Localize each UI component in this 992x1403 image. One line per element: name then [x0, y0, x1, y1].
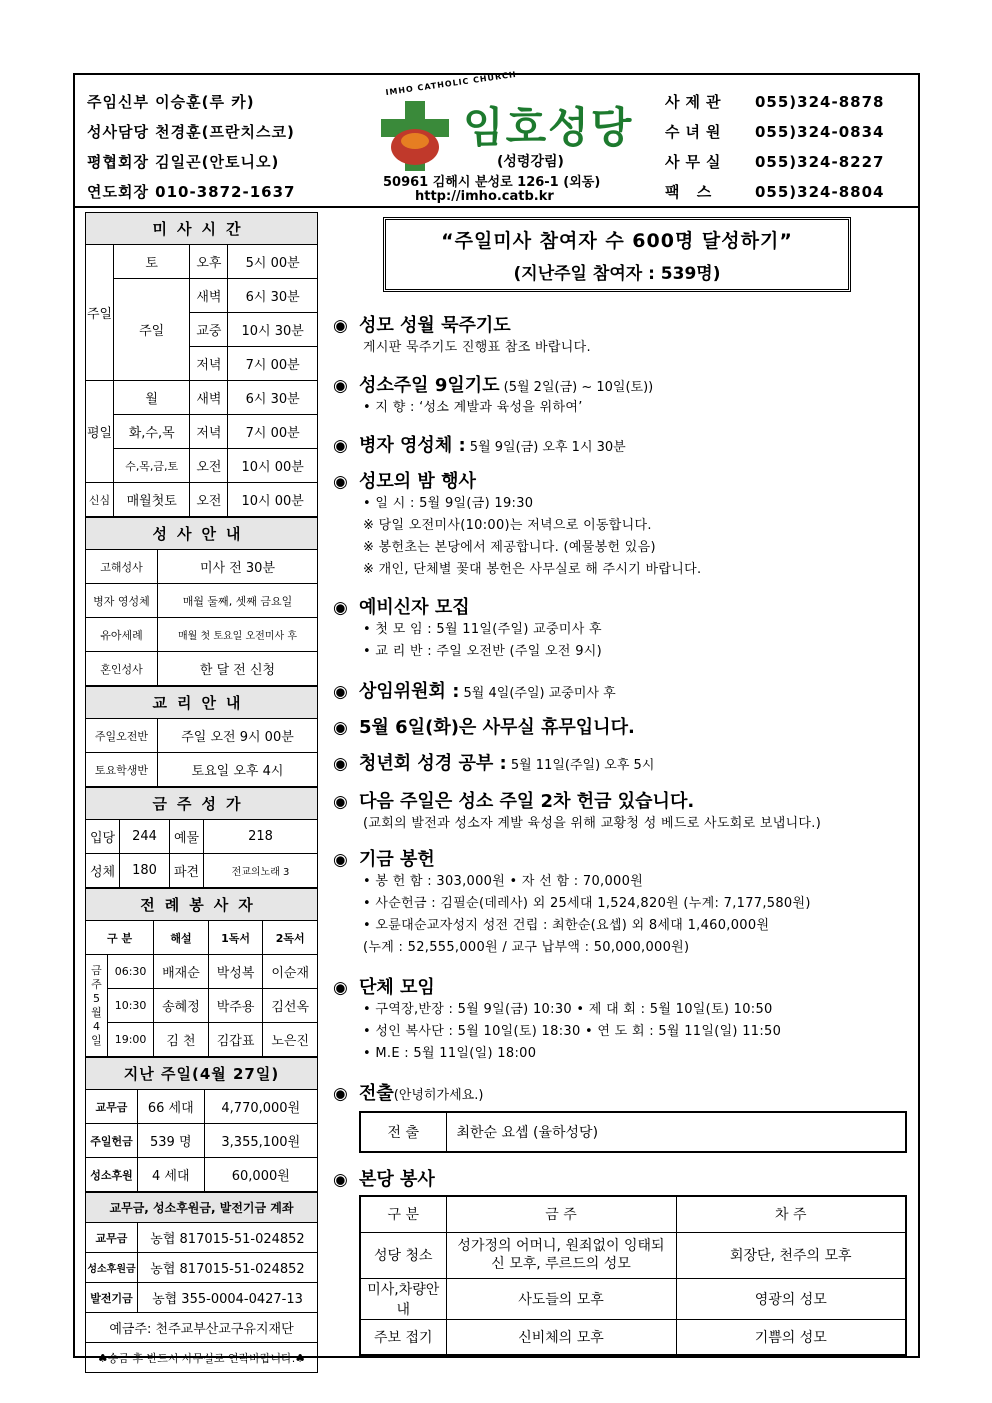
notice-title: 성모 성월 묵주기도 [359, 315, 511, 336]
notice-subtitle: 5월 4일(주일) 교중미사 후 [459, 686, 616, 701]
notice-item [333, 1165, 435, 1191]
cell: 성당 청소 [360, 1232, 446, 1278]
bullet-icon: ◉ [333, 436, 348, 456]
cell: 농협 817015-51-024852 [138, 1253, 318, 1283]
notice-item [333, 1079, 483, 1105]
cell: 화,수,목 [114, 415, 190, 449]
cell: 박성복 [208, 955, 263, 989]
cell: 미사 전 30분 [158, 550, 318, 584]
date-part: 일 [91, 1033, 102, 1047]
bullet-icon: ◉ [333, 316, 348, 336]
cell: 김갑표 [208, 1023, 263, 1057]
cell: 배재순 [154, 955, 209, 989]
section-title: 지난 주일(4월 27일) [86, 1058, 318, 1090]
bullet-icon: ◉ [333, 682, 348, 702]
notice-title: 성소주일 9일기도 [359, 375, 500, 396]
section-title: 교리안내 [86, 687, 318, 719]
cell: 구 분 [360, 1196, 446, 1232]
notice-item [333, 677, 616, 703]
section-title: 금주성가 [86, 788, 318, 820]
confessor-line: 성사담당 천경훈(프란치스코) [87, 123, 295, 141]
cell: 새벽 [190, 279, 228, 313]
header-contacts [665, 87, 884, 207]
cell: 혼인성사 [86, 652, 158, 686]
bullet-icon: ◉ [333, 598, 348, 618]
notice-item [333, 845, 811, 959]
row-group-label: 평일 [86, 381, 114, 483]
cell: 1독서 [208, 921, 263, 955]
contact-row [665, 117, 884, 147]
cell: 6시 30분 [228, 279, 318, 313]
contact-row [665, 87, 884, 117]
notice-line: • 교 리 반 : 주일 오전반 (주일 오전 9시) [363, 644, 603, 659]
cell: 06:30 [108, 955, 154, 989]
notice-title: 병자 영성체 : [359, 435, 466, 456]
cell: 오전 [190, 483, 228, 517]
cell: 미사,차량안내 [360, 1278, 446, 1319]
notice-line: • 봉 헌 함 : 303,000원 • 자 선 함 : 70,000원 [363, 874, 644, 889]
cell: 신비체의 모후 [446, 1319, 676, 1355]
notice-title: 기금 봉헌 [359, 849, 435, 870]
cell: 농협 355-0004-0427-13 [138, 1283, 318, 1313]
notice-item [333, 973, 781, 1065]
cell: 사도들의 모후 [446, 1278, 676, 1319]
cell: 영광의 성모 [676, 1278, 906, 1319]
cross-icon [377, 97, 453, 177]
notice-item [333, 311, 591, 359]
cell: 송혜정 [154, 989, 209, 1023]
notice-line: ※ 당일 오전미사(10:00)는 저녁으로 이동합니다. [363, 518, 652, 533]
notice-title: 5월 6일(화)은 사무실 휴무입니다. [359, 717, 635, 738]
notice-line: ※ 봉헌초는 본당에서 제공합니다. (예물봉헌 있음) [363, 540, 656, 555]
notice-item [333, 713, 635, 739]
cell: 김선옥 [263, 989, 318, 1023]
accounts-table [85, 1192, 318, 1373]
church-url[interactable]: http://imho.catb.kr [415, 189, 554, 204]
cell: 새벽 [190, 381, 228, 415]
cell: 60,000원 [204, 1158, 317, 1192]
contact-row [665, 147, 884, 177]
cell: 6시 30분 [228, 381, 318, 415]
banner-title: “주일미사 참여자 수 600명 달성하기” [441, 230, 793, 252]
last-sunday-table [85, 1057, 318, 1192]
section-title: 미사시간 [86, 213, 318, 245]
cell: 기쁨의 성모 [676, 1319, 906, 1355]
cell: 최한순 요셉 (율하성당) [456, 1125, 599, 1141]
cell: 교무금 [86, 1090, 138, 1124]
cell: 예물 [170, 820, 204, 854]
cell: 이순재 [263, 955, 318, 989]
notice-line: (누계 : 52,555,000원 / 교구 납부액 : 50,000,000원) [363, 940, 690, 955]
prayer-line: 연도회장 010-3872-1637 [87, 183, 296, 201]
cell: 10시 00분 [228, 449, 318, 483]
banner-subtitle: (지난주일 참여자 : 539명) [513, 264, 721, 284]
bullet-icon: ◉ [333, 472, 348, 492]
church-subtitle: (성령강림) [497, 154, 564, 170]
account-holder: 예금주: 천주교부산교구유지재단 [86, 1313, 318, 1343]
cell: 구 분 [86, 921, 154, 955]
date-part: 금주 [91, 963, 102, 991]
notice-title: 본당 봉사 [359, 1169, 435, 1190]
notice-line: • 오륜대순교자성지 성전 건립 : 최한순(요셉) 외 8세대 1,460,000원 [363, 918, 770, 933]
church-address: 50961 김해시 분성로 126-1 (외동) [383, 175, 601, 190]
catechism-table [85, 686, 318, 787]
section-title: 전례봉사자 [86, 889, 318, 921]
notice-line: • 사순헌금 : 김필순(데레사) 외 25세대 1,524,820원 (누계: 7,177,580원) [363, 896, 811, 911]
notice-title: 전출 [359, 1083, 394, 1104]
left-column [85, 212, 318, 1373]
cell: 김 천 [154, 1023, 209, 1057]
cell: 발전기금 [86, 1283, 138, 1313]
cell: 전교의노래 3 [204, 854, 318, 888]
cell: 7시 00분 [228, 347, 318, 381]
notice-line: 게시판 묵주기도 진행표 참조 바랍니다. [363, 340, 591, 355]
cell: 토 [114, 245, 190, 279]
cell: 입당 [86, 820, 120, 854]
bullet-icon: ◉ [333, 754, 348, 774]
goal-banner [383, 217, 851, 292]
cell: 5시 00분 [228, 245, 318, 279]
notice-item [333, 431, 626, 457]
bullet-icon: ◉ [333, 792, 348, 812]
bulletin-frame [73, 69, 920, 1365]
cell: 주보 접기 [360, 1319, 446, 1355]
cell: 오전 [190, 449, 228, 483]
contact-number: 055)324-8878 [755, 93, 885, 111]
row-group-label: 주일 [86, 245, 114, 381]
cell: 노은진 [263, 1023, 318, 1057]
cell: 539 명 [138, 1124, 205, 1158]
cell: 교무금 [86, 1223, 138, 1253]
pastor-line: 주임신부 이승훈(루 카) [87, 93, 255, 111]
notice-title: 청년회 성경 공부 : [359, 753, 507, 774]
cell: 매월첫토 [114, 483, 190, 517]
notice-title: 성모의 밤 행사 [359, 471, 476, 492]
notice-subtitle: (안녕히가세요.) [393, 1088, 484, 1103]
bullet-icon: ◉ [333, 850, 348, 870]
cell: 주일헌금 [86, 1124, 138, 1158]
notice-line: • 구역장,반장 : 5월 9일(금) 10:30 • 제 대 회 : 5월 10일(토) 10:50 [363, 1002, 773, 1017]
notice-title: 상임위원회 : [359, 681, 460, 702]
cell: 10시 00분 [228, 483, 318, 517]
mass-schedule-table [85, 212, 318, 517]
cell: 차 주 [676, 1196, 906, 1232]
cell: 오후 [190, 245, 228, 279]
notice-title: 단체 모임 [359, 977, 435, 998]
contact-number: 055)324-0834 [755, 123, 885, 141]
contact-label: 사제관 [665, 93, 727, 111]
notice-line: ※ 개인, 단체별 꽃대 봉헌은 사무실로 해 주시기 바랍니다. [363, 562, 702, 577]
cell: 박주용 [208, 989, 263, 1023]
contact-label: 수녀원 [665, 123, 727, 141]
cell: 한 달 전 신청 [158, 652, 318, 686]
notice-line: • M.E : 5월 11일(일) 18:00 [363, 1046, 537, 1061]
notice-item [333, 593, 602, 663]
cell: 10시 30분 [228, 313, 318, 347]
servers-date [86, 955, 108, 1057]
cell: 성소후원금 [86, 1253, 138, 1283]
cell: 성가정의 어머니, 원죄없이 잉태되신 모후, 루르드의 성모 [446, 1232, 676, 1278]
cell: 유아세례 [86, 618, 158, 652]
section-title: 교무금, 성소후원금, 발전기금 계좌 [86, 1193, 318, 1223]
cell: 고해성사 [86, 550, 158, 584]
cell: 저녁 [190, 415, 228, 449]
notice-line: • 성인 복사단 : 5월 10일(토) 18:30 • 연 도 회 : 5월 11일(일) 11:50 [363, 1024, 782, 1039]
cell: 해설 [154, 921, 209, 955]
cell: 218 [204, 820, 318, 854]
bullet-icon: ◉ [333, 1084, 348, 1104]
council-line: 평협회장 김일곤(안토니오) [87, 153, 280, 171]
bullet-icon: ◉ [333, 376, 348, 396]
cell: 4,770,000원 [204, 1090, 317, 1124]
contact-row [665, 177, 884, 207]
hymns-table [85, 787, 318, 888]
notice-title: 다음 주일은 성소 주일 2차 헌금 있습니다. [359, 791, 695, 812]
cell: 회장단, 천주의 모후 [676, 1232, 906, 1278]
cell: 244 [120, 820, 170, 854]
contact-number: 055)324-8227 [755, 153, 885, 171]
church-name: 임호성당 [463, 103, 634, 152]
cell: 180 [120, 854, 170, 888]
cell: 66 세대 [138, 1090, 205, 1124]
section-title: 성사안내 [86, 518, 318, 550]
notice-title: 예비신자 모집 [359, 597, 470, 618]
logo-arc-text: IMHO CATHOLIC CHURCH [385, 69, 518, 98]
cell: 19:00 [108, 1023, 154, 1057]
cell: 전 출 [360, 1112, 446, 1152]
notice-line: • 첫 모 임 : 5월 11일(주일) 교중미사 후 [363, 622, 602, 637]
cell: 매월 첫 토요일 오전미사 후 [158, 618, 318, 652]
cell: 병자 영성체 [86, 584, 158, 618]
cell: 교중 [190, 313, 228, 347]
church-logo [375, 69, 665, 207]
cell: 농협 817015-51-024852 [138, 1223, 318, 1253]
cell: 7시 00분 [228, 415, 318, 449]
cell: 매월 둘째, 셋째 금요일 [158, 584, 318, 618]
notice-subtitle: 5월 9일(금) 오후 1시 30분 [465, 440, 626, 455]
notice-line: (교회의 발전과 성소자 계발 육성을 위해 교황청 성 베드로 사도회로 보냅니다.) [363, 816, 822, 831]
cell: 주일오전반 [86, 719, 158, 753]
notice-item [333, 467, 701, 581]
row-group-label: 신심 [86, 483, 114, 517]
header [75, 69, 918, 208]
cell: 4 세대 [138, 1158, 205, 1192]
notice-subtitle: 5월 11일(주일) 오후 5시 [506, 758, 655, 773]
bullet-icon: ◉ [333, 1170, 348, 1190]
date-part: 월 [91, 1005, 102, 1019]
cell: 성체 [86, 854, 120, 888]
cell: 주일 오전 9시 00분 [158, 719, 318, 753]
cell: 10:30 [108, 989, 154, 1023]
cell: 토요일 오후 4시 [158, 753, 318, 787]
cell: 금 주 [446, 1196, 676, 1232]
notice-subtitle: (5월 2일(금) ~ 10일(토)) [499, 380, 654, 395]
notice-line: • 일 시 : 5월 9일(금) 19:30 [363, 496, 534, 511]
service-table [359, 1195, 907, 1356]
notice-line: • 지 향 : ‘성소 계발과 육성을 위하여’ [363, 400, 583, 415]
cell: 파견 [170, 854, 204, 888]
notice-item [333, 787, 821, 835]
cell: 월 [114, 381, 190, 415]
cell: 성소후원 [86, 1158, 138, 1192]
account-note: ♣송금 후 반드시 사무실로 연락바랍니다.♣ [86, 1343, 318, 1373]
notice-item [333, 371, 653, 419]
header-left [87, 87, 295, 207]
cell: 토요학생반 [86, 753, 158, 787]
cell: 저녁 [190, 347, 228, 381]
contact-number: 055)324-8804 [755, 183, 885, 201]
notice-item [333, 749, 654, 775]
servers-table [85, 888, 318, 1057]
cell: 주일 [114, 279, 190, 381]
sacrament-table [85, 517, 318, 686]
cell: 수,목,금,토 [114, 449, 190, 483]
cell: 2독서 [263, 921, 318, 955]
transfer-table [359, 1111, 907, 1153]
bullet-icon: ◉ [333, 978, 348, 998]
contact-label: 사무실 [665, 153, 727, 171]
bullet-icon: ◉ [333, 718, 348, 738]
cell: 3,355,100원 [204, 1124, 317, 1158]
date-part: 5 [93, 991, 100, 1005]
date-part: 4 [93, 1019, 100, 1033]
contact-label: 팩 스 [665, 183, 718, 201]
